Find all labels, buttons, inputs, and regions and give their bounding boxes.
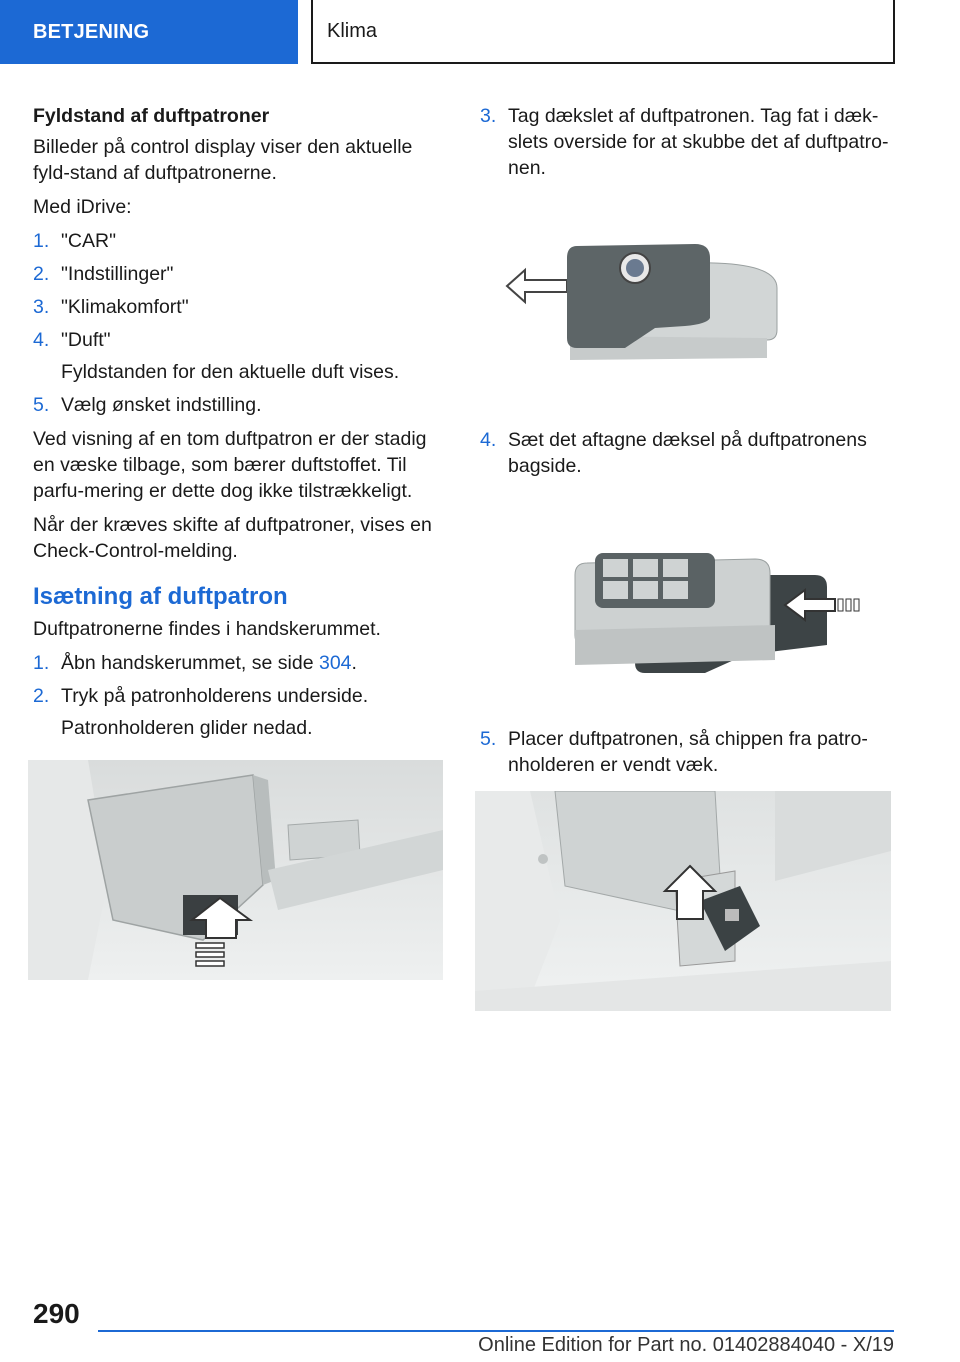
step-number: 4. [480,429,497,451]
step-number: 3. [33,296,50,318]
glovebox-holder-figure [28,760,443,980]
list-item [480,726,892,778]
list-item [480,427,892,479]
step4-list [480,427,892,479]
step-number: 4. [33,329,50,351]
step-text: Placer duftpatronen, så chippen fra patro‐nholderen er vendt væk. [508,728,868,776]
cartridge-cover-removal-figure [485,238,785,368]
footer-edition: Online Edition for Part no. 01402884040 - X/19 [478,1334,894,1356]
right-column-step5 [480,726,892,786]
subheading-fill-level: Fyldstand af duftpatroner [33,105,270,127]
heading-intro: Duftpatronerne findes i handskerummet. [33,618,381,640]
step-number: 1. [33,652,50,674]
step-number: 5. [480,728,497,750]
step-text-end: . [351,652,357,674]
cover-on-back-figure [565,545,865,675]
empty-cartridge-paragraph: Ved visning af en tom duftpatron er der stadig en væske tilbage, som bærer duftstoffet. Til parfu‐mering er dette dog ikke tilstrækkeligt. [33,428,427,502]
step-number: 2. [33,685,50,707]
chapter-tab [311,0,895,64]
step-result: Fyldstanden for den aktuelle duft vises. [61,361,400,383]
section-heading-insert: Isætning af duftpatron [33,583,288,610]
step-text: "Klimakomfort" [61,296,189,318]
insert-steps-continued [480,103,892,181]
page-number: 290 [33,1298,80,1329]
idrive-steps [33,228,448,418]
list-item [33,392,448,418]
step-text: Vælg ønsket indstilling. [61,394,262,416]
step-text: Sæt det aftagne dæksel på duftpatronens bagside. [508,429,867,477]
step-text: "Duft" [61,329,111,351]
step5-list [480,726,892,778]
page-link[interactable]: 304 [318,652,352,674]
chapter-label: Klima [327,19,378,42]
intro-paragraph: Billeder på control display viser den aktuelle fyld‐stand af duftpatronerne. [33,136,413,184]
footer-divider [98,1330,894,1332]
list-item [33,683,448,741]
cartridge-insert-figure [475,791,891,1011]
step-text: "Indstillinger" [61,263,174,285]
list-item [33,327,448,385]
right-column [480,103,892,189]
step-number: 5. [33,394,50,416]
check-control-paragraph: Når der kræves skifte af duftpatroner, vises en Check-Control-melding. [33,514,432,562]
section-label: BETJENING [33,20,150,43]
step-text: Tryk på patronholderens underside. [61,685,369,707]
idrive-label: Med iDrive: [33,196,132,218]
list-item [480,103,892,181]
step-text: "CAR" [61,230,117,252]
insert-steps [33,650,448,741]
list-item [33,228,448,254]
step-number: 1. [33,230,50,252]
left-column [33,103,448,749]
step-number: 3. [480,105,497,127]
right-column-step4 [480,427,892,487]
step-number: 2. [33,263,50,285]
list-item [33,650,448,676]
step-text: Åbn handskerummet, se side [61,652,319,674]
step-text: Tag dækslet af duftpatronen. Tag fat i dæk‐slets overside for at skubbe det af duftpatro‐nen. [508,105,889,179]
section-tab [0,0,298,64]
step-result: Patronholderen glider nedad. [61,717,313,739]
list-item [33,261,448,287]
list-item [33,294,448,320]
